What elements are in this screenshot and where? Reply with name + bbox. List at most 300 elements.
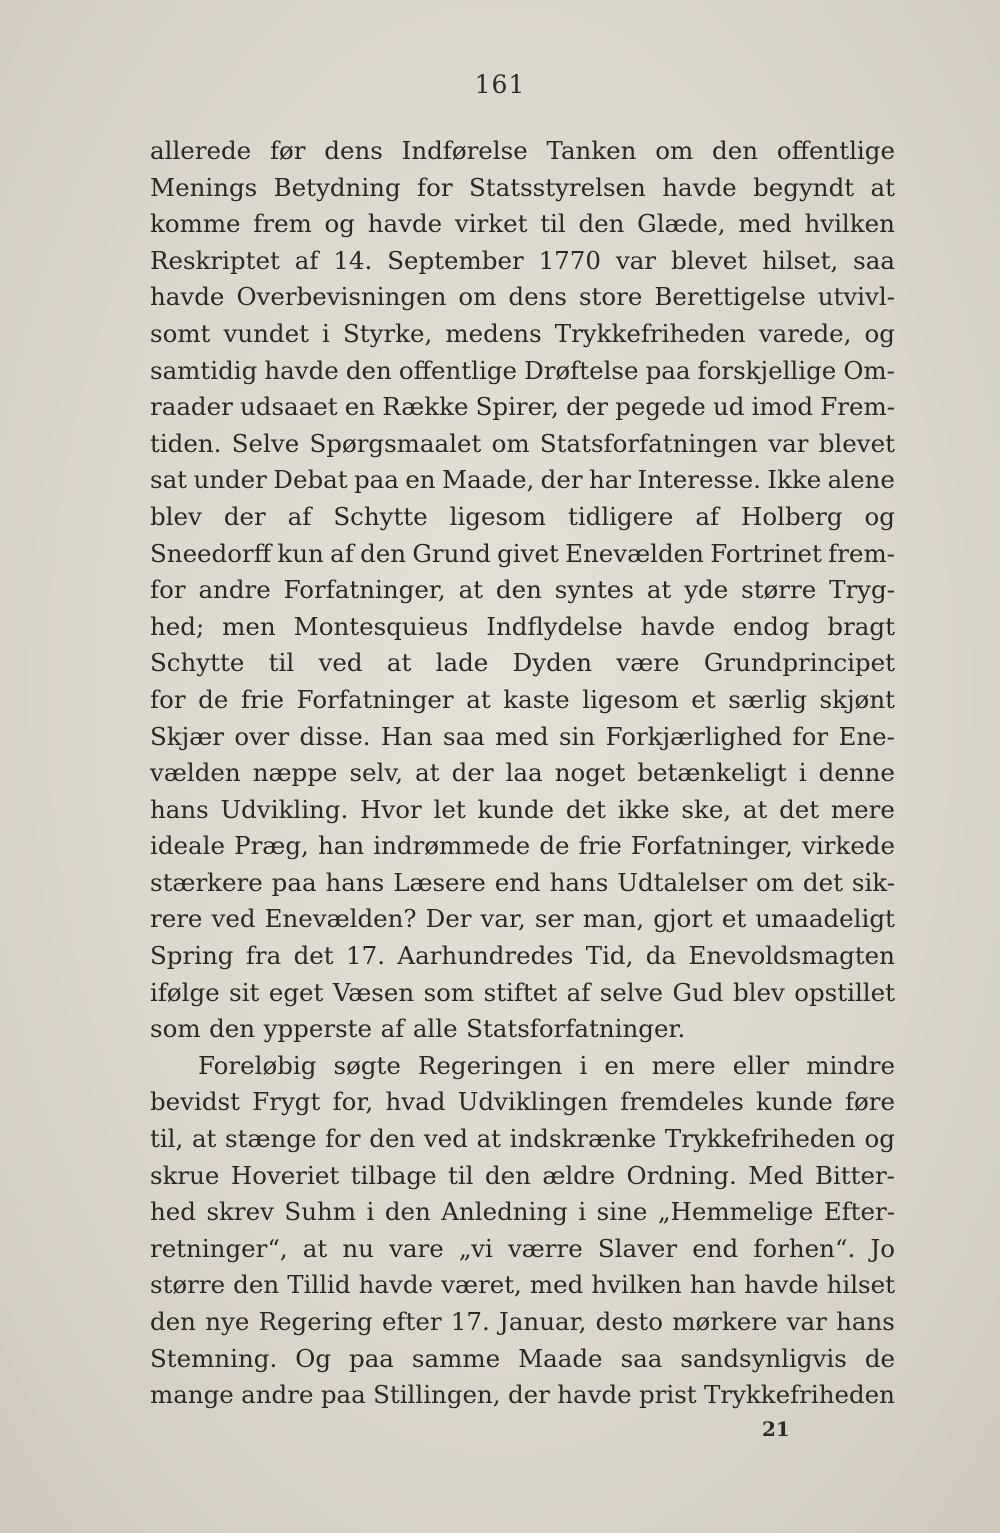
text-word: paa bbox=[320, 1380, 366, 1410]
text-word: det bbox=[293, 941, 334, 971]
text-word: han bbox=[317, 831, 365, 861]
text-word: Ikke bbox=[767, 465, 822, 495]
text-word: der bbox=[451, 758, 494, 788]
text-word: Tanken bbox=[546, 136, 637, 165]
text-word: Enevoldsmagten bbox=[688, 941, 895, 971]
text-word: hans bbox=[836, 1307, 895, 1336]
text-word: den bbox=[345, 355, 392, 385]
text-word: Indførelse bbox=[401, 136, 528, 165]
signature-mark: 21 bbox=[762, 1417, 790, 1441]
text-word: at bbox=[646, 575, 672, 605]
text-word: Dyden bbox=[512, 648, 593, 678]
text-word: Og bbox=[295, 1343, 332, 1373]
text-word: af bbox=[695, 501, 720, 531]
text-word: Januar, bbox=[499, 1307, 587, 1336]
text-word: Sneedorff bbox=[150, 538, 272, 568]
text-word: særlig bbox=[728, 684, 807, 714]
text-word: Schytte bbox=[150, 648, 245, 678]
text-word: havde bbox=[744, 1270, 819, 1300]
text-word: Gud bbox=[672, 977, 724, 1007]
text-word: i bbox=[322, 318, 330, 348]
text-word: med bbox=[529, 1270, 584, 1300]
text-line bbox=[150, 682, 895, 719]
text-word: betænkeligt bbox=[637, 758, 787, 788]
text-word: syntes bbox=[554, 575, 634, 605]
text-word: andre bbox=[198, 575, 271, 605]
text-word: hans bbox=[325, 867, 385, 897]
text-word: som bbox=[423, 977, 475, 1007]
text-word: yde bbox=[684, 575, 729, 605]
text-word: som bbox=[150, 1014, 201, 1044]
text-word: vundet bbox=[223, 318, 309, 348]
text-word: ved bbox=[211, 904, 256, 934]
text-word: frie bbox=[578, 831, 622, 861]
text-word: Tryg- bbox=[829, 575, 895, 605]
text-line bbox=[150, 865, 895, 902]
text-word: til bbox=[448, 1160, 474, 1190]
text-word: den bbox=[578, 209, 625, 239]
text-word: Betydning bbox=[273, 172, 401, 202]
text-word: efter bbox=[381, 1307, 442, 1336]
text-word: Efter- bbox=[823, 1197, 895, 1227]
text-word: det bbox=[802, 867, 843, 897]
text-word: selv, bbox=[349, 758, 404, 788]
text-word: det bbox=[779, 794, 820, 824]
text-word: blev bbox=[150, 501, 202, 531]
text-line bbox=[150, 1341, 895, 1378]
text-word: havde bbox=[557, 1380, 632, 1410]
text-word: alene bbox=[827, 465, 895, 495]
text-line bbox=[150, 828, 895, 865]
text-word: „Hemmelige bbox=[657, 1197, 814, 1227]
text-word: komme bbox=[150, 209, 241, 239]
text-word: Maade bbox=[518, 1343, 603, 1373]
text-line bbox=[150, 719, 895, 756]
text-word: Forfatninger, bbox=[283, 575, 446, 605]
text-word: Tillid bbox=[287, 1270, 351, 1300]
text-word: Debat bbox=[273, 465, 348, 495]
text-word: frem- bbox=[828, 538, 895, 568]
text-word: skjønt bbox=[819, 684, 895, 714]
text-word: offentlige bbox=[776, 136, 895, 165]
text-word: om bbox=[458, 282, 497, 312]
text-word: mørkere bbox=[672, 1307, 778, 1336]
text-word: Trykkefriheden bbox=[704, 1380, 895, 1410]
text-word: kun bbox=[277, 538, 324, 568]
text-word: Indflydelse bbox=[486, 611, 623, 641]
text-word: at bbox=[415, 758, 440, 788]
text-word: værre bbox=[507, 1233, 583, 1263]
text-word: Ene- bbox=[838, 721, 895, 751]
text-word: hvilken bbox=[591, 1270, 682, 1300]
text-word: givet bbox=[497, 538, 559, 568]
text-word: Overbevisningen bbox=[236, 282, 447, 312]
text-word: ideale bbox=[150, 831, 225, 861]
text-word: Grund bbox=[412, 538, 491, 568]
text-word: Forfatninger bbox=[296, 684, 454, 714]
text-line bbox=[150, 1121, 895, 1158]
text-word: selve bbox=[599, 977, 663, 1007]
text-word: der bbox=[566, 392, 609, 422]
text-word: stærkere bbox=[150, 867, 263, 897]
text-line bbox=[150, 792, 895, 829]
text-line bbox=[150, 645, 895, 682]
text-word: den bbox=[369, 1124, 416, 1154]
text-word: Skjær bbox=[150, 721, 224, 751]
text-word: let bbox=[433, 794, 466, 824]
text-word: forhen“. bbox=[753, 1233, 856, 1263]
text-word: ligesom bbox=[449, 501, 547, 531]
text-word: noget bbox=[554, 758, 626, 788]
text-line bbox=[150, 1011, 895, 1048]
text-word: hed bbox=[150, 1197, 196, 1227]
text-word: Grundprincipet bbox=[703, 648, 895, 678]
text-word: desto bbox=[595, 1307, 663, 1336]
text-word: blev bbox=[732, 977, 785, 1007]
text-word: havde bbox=[640, 611, 716, 641]
text-word: at bbox=[870, 172, 895, 202]
text-word: allerede bbox=[150, 136, 252, 165]
text-word: sit bbox=[229, 977, 260, 1007]
text-word: somt bbox=[150, 318, 211, 348]
text-word: ved bbox=[318, 648, 363, 678]
text-word: virkede bbox=[802, 831, 895, 861]
text-word: havde bbox=[662, 172, 737, 202]
text-word: fremdeles bbox=[620, 1087, 744, 1117]
text-word: end bbox=[692, 1233, 739, 1263]
text-word: være bbox=[616, 648, 680, 678]
text-word: og bbox=[324, 209, 355, 239]
text-word: føre bbox=[844, 1087, 895, 1117]
text-word: forskjellige bbox=[697, 355, 837, 385]
text-word: end bbox=[494, 867, 541, 897]
text-word: den bbox=[150, 1307, 196, 1336]
text-word: alle bbox=[412, 1014, 458, 1044]
text-word: umaadeligt bbox=[755, 904, 895, 934]
text-word: næppe bbox=[252, 758, 338, 788]
text-word: ved bbox=[423, 1124, 468, 1154]
text-word: tiden. bbox=[150, 428, 222, 458]
text-word: om bbox=[491, 428, 530, 458]
text-word: ud bbox=[712, 392, 745, 422]
text-word: lade bbox=[435, 648, 489, 678]
text-word: indrømmede bbox=[373, 831, 531, 861]
text-word: ligesom bbox=[582, 684, 679, 714]
text-word: Slaver bbox=[597, 1233, 678, 1263]
text-word: Aarhundredes bbox=[397, 941, 574, 971]
text-word: saa bbox=[443, 721, 485, 751]
text-line bbox=[150, 1194, 895, 1231]
text-word: Ordning. bbox=[626, 1160, 737, 1190]
text-word: Spørgsmaalet bbox=[309, 428, 482, 458]
text-word: Drøftelse bbox=[524, 355, 639, 385]
text-word: at bbox=[466, 684, 491, 714]
text-word: med bbox=[738, 209, 792, 239]
text-word: af bbox=[330, 538, 354, 568]
text-word: for bbox=[150, 684, 186, 714]
text-word: begyndt bbox=[753, 172, 855, 202]
text-word: en bbox=[405, 465, 436, 495]
text-word: ikke bbox=[617, 794, 670, 824]
text-word: under bbox=[193, 465, 267, 495]
text-word: vare bbox=[389, 1233, 444, 1263]
text-word: men bbox=[222, 611, 276, 641]
text-word: hilset, bbox=[762, 245, 839, 275]
text-word: havde bbox=[367, 209, 443, 239]
text-word: Glæde, bbox=[637, 209, 726, 239]
text-word: Frem- bbox=[820, 392, 895, 422]
text-line bbox=[150, 206, 895, 243]
text-line bbox=[150, 1084, 895, 1121]
text-word: den bbox=[360, 538, 407, 568]
text-word: rere bbox=[150, 904, 203, 934]
text-word: Holberg bbox=[741, 501, 843, 531]
text-word: havde bbox=[358, 1270, 434, 1300]
text-line bbox=[150, 133, 895, 170]
text-word: tilbage bbox=[350, 1160, 437, 1190]
text-word: 17. bbox=[450, 1307, 490, 1336]
text-word: prist bbox=[639, 1380, 697, 1410]
text-word: Hvor bbox=[360, 794, 422, 824]
text-word: endog bbox=[733, 611, 810, 641]
text-word: at bbox=[386, 648, 412, 678]
text-word: at bbox=[302, 1233, 328, 1263]
text-word: eget bbox=[268, 977, 324, 1007]
text-word: og bbox=[864, 1124, 895, 1154]
text-word: med bbox=[495, 721, 549, 751]
text-word: før bbox=[269, 136, 306, 165]
text-word: Spring bbox=[150, 941, 234, 971]
text-word: pegede bbox=[615, 392, 706, 422]
text-word: andre bbox=[241, 1380, 314, 1410]
text-line bbox=[150, 536, 895, 573]
text-word: „vi bbox=[458, 1233, 493, 1263]
text-word: var bbox=[768, 428, 809, 458]
text-word: Statsforfatninger. bbox=[466, 1014, 686, 1044]
text-word: saa bbox=[853, 245, 895, 275]
text-word: til, bbox=[150, 1124, 184, 1154]
text-word: søgte bbox=[333, 1050, 401, 1080]
text-word: Enevælden bbox=[565, 538, 704, 568]
text-line bbox=[150, 389, 895, 426]
text-word: Væsen bbox=[332, 977, 415, 1007]
text-word: stænge bbox=[225, 1124, 317, 1154]
text-word: over bbox=[234, 721, 290, 751]
text-line bbox=[150, 1048, 895, 1085]
text-word: var, bbox=[480, 904, 526, 934]
text-word: Schytte bbox=[333, 501, 428, 531]
text-word: nu bbox=[342, 1233, 374, 1263]
text-word: bevidst bbox=[150, 1087, 240, 1117]
text-word: opstillet bbox=[794, 977, 895, 1007]
text-word: i bbox=[366, 1197, 375, 1227]
text-word: 17. bbox=[346, 941, 385, 971]
text-word: der bbox=[507, 1380, 550, 1410]
text-word: Interesse. bbox=[637, 465, 761, 495]
text-word: retninger“, bbox=[150, 1233, 288, 1263]
text-word: varede, bbox=[758, 318, 852, 348]
text-line bbox=[150, 1304, 895, 1341]
text-word: laa bbox=[505, 758, 543, 788]
text-word: havde bbox=[150, 282, 225, 312]
text-word: for bbox=[417, 172, 453, 202]
text-word: hed; bbox=[150, 611, 205, 641]
text-word: ske, bbox=[681, 794, 732, 824]
text-word: paa bbox=[271, 867, 317, 897]
text-word: de bbox=[198, 684, 229, 714]
text-word: af bbox=[566, 977, 591, 1007]
text-word: hvilken bbox=[804, 209, 895, 239]
text-word: var bbox=[786, 1307, 827, 1336]
text-word: og bbox=[864, 501, 895, 531]
text-word: skrev bbox=[206, 1197, 274, 1227]
text-word: kunde bbox=[756, 1087, 833, 1117]
text-word: mindre bbox=[806, 1050, 895, 1080]
text-word: en bbox=[604, 1050, 635, 1080]
text-word: Anledning bbox=[441, 1197, 568, 1227]
text-word: Foreløbig bbox=[198, 1050, 317, 1080]
text-word: til bbox=[540, 209, 566, 239]
text-word: disse. bbox=[299, 721, 371, 751]
text-word: Statsforfatningen bbox=[539, 428, 758, 458]
text-line bbox=[150, 1267, 895, 1304]
text-word: hilset bbox=[826, 1270, 895, 1300]
text-word: at bbox=[458, 575, 484, 605]
text-word: bragt bbox=[827, 611, 895, 641]
text-line bbox=[150, 170, 895, 207]
text-word: indskrænke bbox=[509, 1124, 657, 1154]
text-line bbox=[150, 316, 895, 353]
text-word: af bbox=[294, 245, 319, 275]
text-word: Styrke, bbox=[342, 318, 433, 348]
text-word: 1770 bbox=[538, 245, 601, 275]
text-word: Spirer, bbox=[475, 392, 559, 422]
text-word: Maade, bbox=[441, 465, 535, 495]
text-word: om bbox=[655, 136, 694, 165]
text-word: ypperste bbox=[263, 1014, 372, 1044]
text-word: offentlige bbox=[398, 355, 518, 385]
text-word: Tid, bbox=[585, 941, 634, 971]
text-word: et bbox=[721, 904, 747, 934]
text-word: de bbox=[539, 831, 570, 861]
text-word: ser bbox=[534, 904, 574, 934]
text-word: sat bbox=[150, 465, 188, 495]
text-line bbox=[150, 499, 895, 536]
text-word: hans bbox=[549, 867, 609, 897]
text-word: at bbox=[742, 794, 768, 824]
text-word: i bbox=[578, 1197, 587, 1227]
text-word: Menings bbox=[150, 172, 258, 202]
text-word: ifølge bbox=[150, 977, 220, 1007]
text-word: raader bbox=[150, 392, 233, 422]
page-number: 161 bbox=[474, 70, 526, 99]
text-word: for bbox=[325, 1124, 361, 1154]
text-line bbox=[150, 755, 895, 792]
text-word: ældre bbox=[542, 1160, 616, 1190]
text-word: dens bbox=[508, 282, 567, 312]
text-word: at bbox=[476, 1124, 502, 1154]
text-word: der bbox=[223, 501, 266, 531]
text-word: Udtalelser bbox=[617, 867, 748, 897]
text-word: eller bbox=[732, 1050, 790, 1080]
text-word: skrue bbox=[150, 1160, 220, 1190]
text-word: Trykkefriheden bbox=[554, 318, 746, 348]
text-word: kaste bbox=[503, 684, 570, 714]
text-word: utvivl- bbox=[817, 282, 895, 312]
text-word: har bbox=[588, 465, 632, 495]
text-line bbox=[150, 609, 895, 646]
text-word: vælden bbox=[150, 758, 241, 788]
text-word: Læsere bbox=[393, 867, 486, 897]
text-word: om bbox=[756, 867, 794, 897]
text-word: gjort bbox=[653, 904, 713, 934]
text-word: mange bbox=[150, 1380, 234, 1410]
text-word: i bbox=[579, 1050, 588, 1080]
text-word: Statsstyrelsen bbox=[469, 172, 646, 202]
text-word: Præg, bbox=[234, 831, 309, 861]
text-word: paa bbox=[645, 355, 691, 385]
text-word: Hoveriet bbox=[230, 1160, 340, 1190]
text-word: samme bbox=[411, 1343, 501, 1373]
text-line bbox=[150, 975, 895, 1012]
text-word: Udvikling. bbox=[220, 794, 349, 824]
text-line bbox=[150, 572, 895, 609]
text-word: nye bbox=[205, 1307, 250, 1336]
text-word: den bbox=[495, 575, 542, 605]
text-word: sin bbox=[558, 721, 596, 751]
text-word: den bbox=[712, 136, 759, 165]
text-word: frem bbox=[253, 209, 312, 239]
text-word: af bbox=[380, 1014, 405, 1044]
text-word: kunde bbox=[477, 794, 555, 824]
text-word: Jo bbox=[870, 1233, 895, 1263]
text-word: tidligere bbox=[567, 501, 674, 531]
text-word: Trykkefriheden bbox=[664, 1124, 856, 1154]
text-word: til bbox=[268, 648, 295, 678]
text-word: i bbox=[798, 758, 807, 788]
text-word: Enevælden? bbox=[264, 904, 417, 934]
text-word: Med bbox=[748, 1160, 804, 1190]
text-word: paa bbox=[353, 465, 399, 495]
text-word: udsaaet bbox=[240, 392, 338, 422]
text-word: sik- bbox=[851, 867, 895, 897]
text-word: at bbox=[191, 1124, 217, 1154]
text-word: det bbox=[565, 794, 606, 824]
text-word: Regering bbox=[258, 1307, 373, 1336]
text-word: samtidig bbox=[150, 355, 258, 385]
text-word: Bitter- bbox=[814, 1160, 895, 1190]
text-line bbox=[150, 279, 895, 316]
text-word: for bbox=[792, 721, 829, 751]
text-word: den bbox=[233, 1270, 280, 1300]
text-word: Fortrinet bbox=[710, 538, 822, 568]
text-line bbox=[150, 462, 895, 499]
text-line bbox=[150, 1377, 895, 1414]
text-word: blevet bbox=[670, 245, 748, 275]
text-word: der bbox=[540, 465, 583, 495]
text-word: Stillingen, bbox=[373, 1380, 501, 1410]
text-word: de bbox=[864, 1343, 895, 1373]
text-word: sandsynligvis bbox=[680, 1343, 847, 1373]
text-word: sine bbox=[596, 1197, 648, 1227]
text-word: hvad bbox=[385, 1087, 446, 1117]
text-word: været, bbox=[441, 1270, 522, 1300]
text-word: September bbox=[387, 245, 524, 275]
text-word: Udviklingen bbox=[457, 1087, 608, 1117]
text-word: af bbox=[287, 501, 312, 531]
text-line bbox=[150, 1231, 895, 1268]
text-word: større bbox=[150, 1270, 226, 1300]
